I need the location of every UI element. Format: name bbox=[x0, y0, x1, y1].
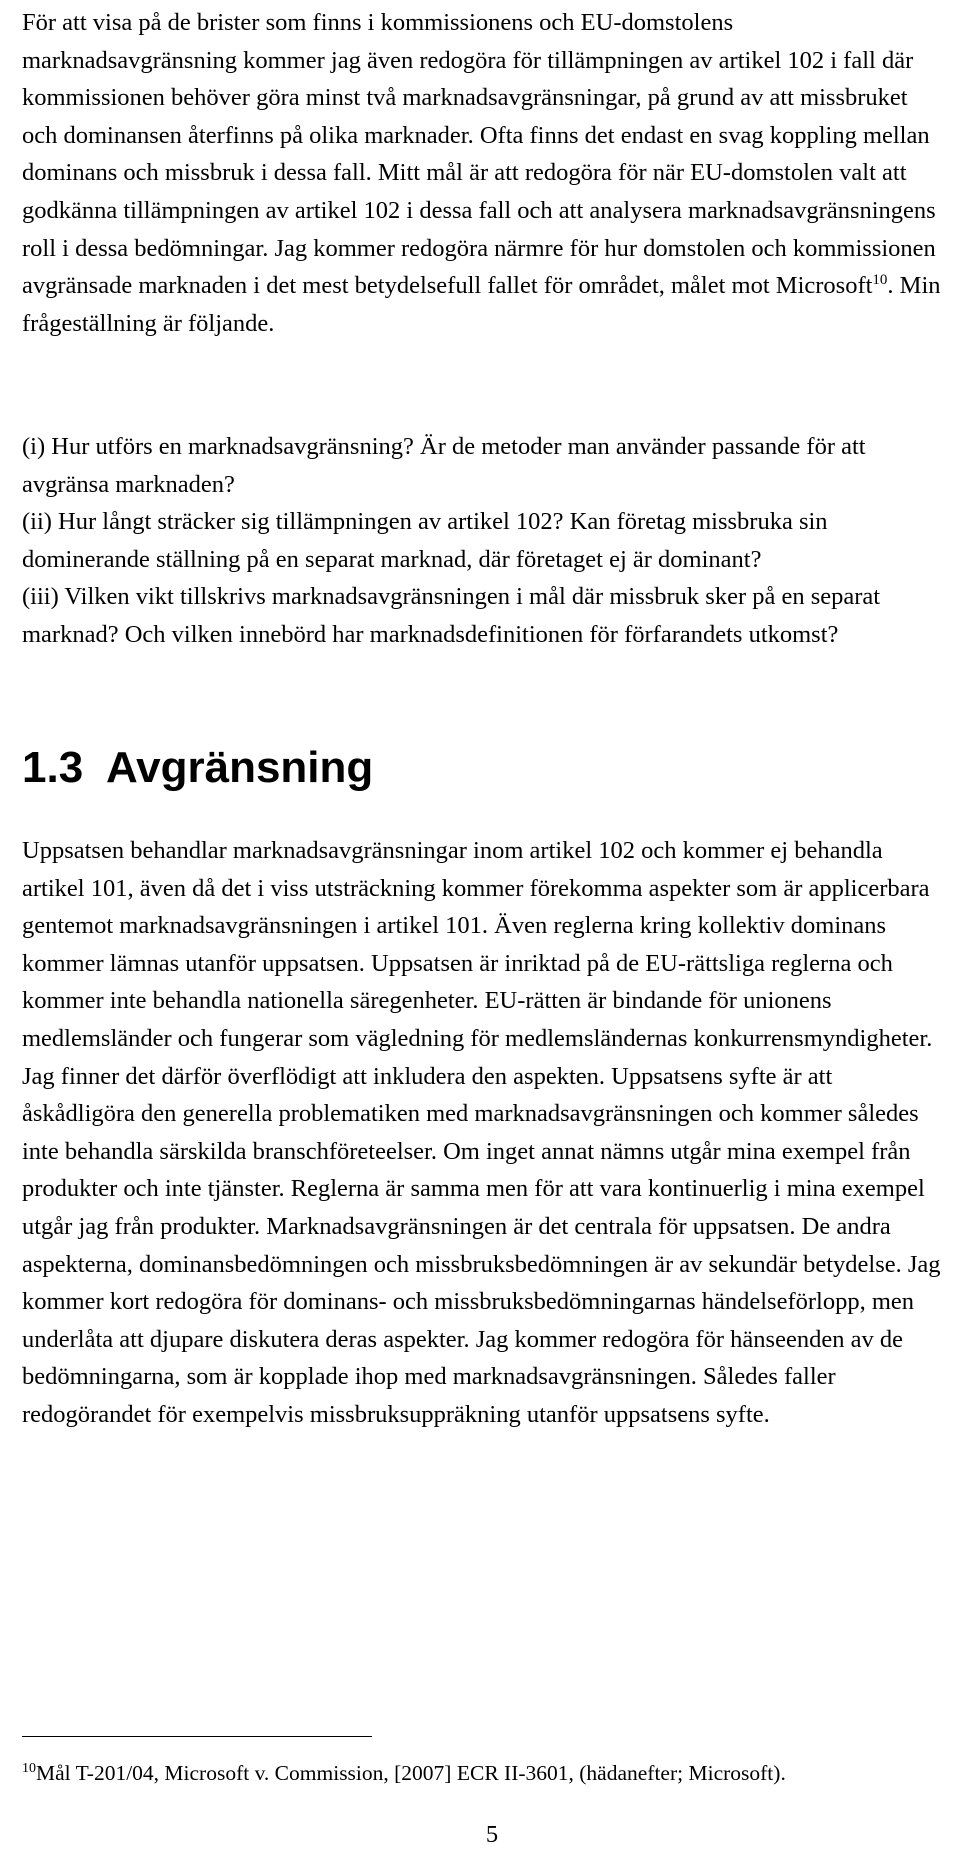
footnote-number: 10 bbox=[22, 1760, 36, 1776]
section-title: Avgränsning bbox=[106, 743, 374, 792]
research-question-2: (ii) Hur långt sträcker sig tillämpningen av artikel 102? Kan företag missbruka sin dominerande ställning på en separat marknad, där företaget ej är dominant? bbox=[22, 508, 828, 573]
footnote bbox=[22, 1758, 952, 1788]
footnote-separator bbox=[22, 1736, 372, 1737]
research-question-3: (iii) Vilken vikt tillskrivs marknadsavgränsningen i mål där missbruk sker på en separat marknad? Och vilken innebörd har marknadsdefinitionen för förfarandets utkomst? bbox=[22, 583, 881, 648]
footnote-reference[interactable]: 10 bbox=[872, 272, 888, 288]
intro-paragraph bbox=[22, 4, 942, 342]
intro-text: För att visa på de brister som finns i kommissionens och EU-domstolens marknadsavgränsning kommer jag även redogöra för tillämpningen av artikel 102 i fall där kommissionen behöver göra minst två marknadsavgränsningar, på grund av att missbruket och dominansen återfinns på olika marknader. Ofta finns det endast en svag koppling mellan dominans och missbruk i dessa fall. Mitt mål är att redogöra för när EU-domstolen valt att godkänna tillämpningen av artikel 102 i dessa fall och att analysera marknadsavgränsningens roll i dessa bedömningar. Jag kommer redogöra närmre för hur domstolen och kommissionen avgränsade marknaden i det mest betydelsefull fallet för området, målet mot Microsoft bbox=[22, 9, 936, 300]
section-number: 1.3 bbox=[22, 743, 84, 792]
intro-text-end: . Min frågeställning är följande. bbox=[22, 272, 941, 337]
research-question-1: (i) Hur utförs en marknadsavgränsning? Är de metoder man använder passande för att avgränsa marknaden? bbox=[22, 433, 866, 498]
page-number-value: 5 bbox=[485, 1821, 499, 1848]
footnote-text: Mål T-201/04, Microsoft v. Commission, [2007] ECR II-3601, (hädanefter; Microsoft). bbox=[36, 1761, 786, 1785]
research-questions bbox=[22, 428, 942, 654]
section-heading bbox=[22, 740, 373, 796]
page-number bbox=[0, 1818, 960, 1852]
delimitation-paragraph: Uppsatsen behandlar marknadsavgränsningar inom artikel 102 och kommer ej behandla artikel 101, även då det i viss utsträckning kommer förekomma aspekter som är applicerbara gentemot marknadsavgränsningen i artikel 101. Även reglerna kring kollektiv dominans kommer lämnas utanför uppsatsen. Uppsatsen är inriktad på de EU-rättsliga reglerna och kommer inte behandla nationella säregenheter. EU-rätten är bindande för unionens medlemsländer och fungerar som vägledning för medlemsländernas konkurrensmyndigheter. Jag finner det därför överflödigt att inkludera den aspekten. Uppsatsens syfte är att åskådligöra den generella problematiken med marknadsavgränsningen och kommer således inte behandla särskilda branschföreteelser. Om inget annat nämns utgår mina exempel från produkter och inte tjänster. Reglerna är samma men för att vara kontinuerlig i mina exempel utgår jag från produkter. Marknadsavgränsningen är det centrala för uppsatsen. De andra aspekterna, dominansbedömningen och missbruksbedömningen är av sekundär betydelse. Jag kommer kort redogöra för dominans- och missbruksbedömningarnas händelseförlopp, men underlåta att djupare diskutera deras aspekter. Jag kommer redogöra för hänseenden av de bedömningarna, som är kopplade ihop med marknadsavgränsningen. Således faller redogörandet för exempelvis missbruksuppräkning utanför uppsatsens syfte. bbox=[22, 837, 941, 1428]
